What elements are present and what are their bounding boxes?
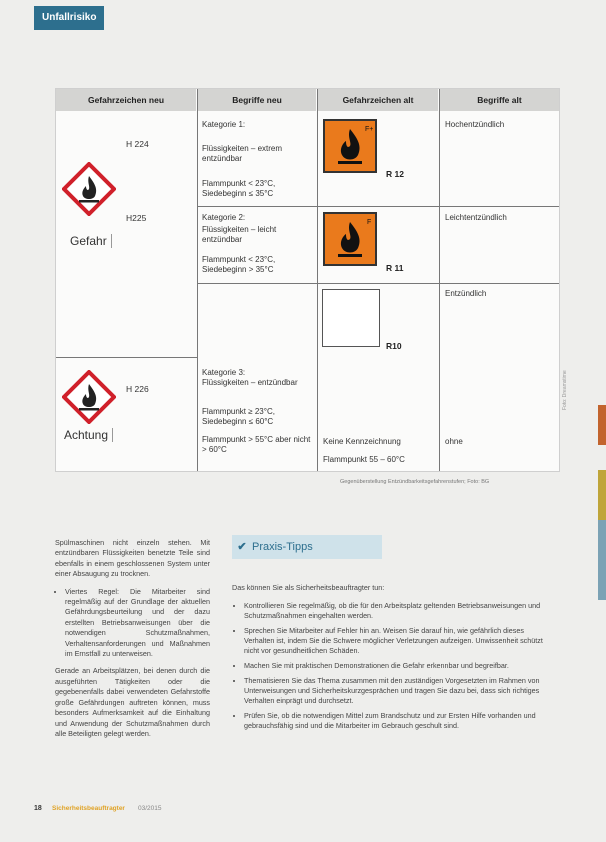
- edge-strip: [598, 405, 606, 445]
- siedebeginn-1: Siedebeginn ≤ 35°C: [202, 189, 274, 198]
- kategorie-2: Kategorie 2:: [202, 213, 246, 222]
- r-code-11: R 11: [386, 263, 404, 273]
- praxis-tipps-box: [232, 533, 544, 803]
- praxis-tipps-title: Praxis-Tipps: [252, 541, 313, 553]
- grid-line: [197, 283, 559, 284]
- edge-strip: [598, 470, 606, 520]
- signal-word-gefahr: Gefahr: [70, 234, 112, 248]
- tips-intro: Das können Sie als Sicherheitsbeauftragter tun:: [232, 583, 385, 592]
- tip-item: • Thematisieren Sie das Thema zusammen mit den zuständigen Vorgesetzten im Rahmen von Unterweisungen und Sicherheitskurzgesprächen und tragen Sie dazu bei, dass sich richtiges Verhalten einprägt und durchsetzt.: [244, 676, 554, 706]
- bullet-list: [55, 587, 210, 660]
- keine-kennzeichnung: Keine Kennzeichnung: [323, 437, 401, 446]
- beschreibung-3: Flüssigkeiten – entzündbar: [202, 378, 298, 387]
- begriff-alt-2: Leichtentzündlich: [445, 213, 507, 222]
- old-symbol-f: [323, 212, 377, 266]
- old-symbol-f-plus: [323, 119, 377, 173]
- siedebeginn-2: Siedebeginn > 35°C: [202, 265, 274, 274]
- grid-line: [439, 89, 440, 471]
- begriff-alt-1: Hochentzündlich: [445, 120, 505, 129]
- edge-strip: [598, 520, 606, 600]
- header-gefahrzeichen-neu: Gefahrzeichen neu: [56, 89, 196, 111]
- beschreibung-1: Flüssigkeiten – extrem entzündbar: [202, 144, 283, 163]
- magazine-name: Sicherheitsbeauftragter: [52, 805, 125, 812]
- svg-text:F+: F+: [365, 126, 374, 133]
- paragraph-2: Gerade an Arbeitsplätzen, bei denen durch die ausgeführten Tätigkeiten oder die gegebenenfalls dabei verwendeten Gefahrstoffe große Gefährdungen auftreten können, muss besonders Aufmerksamkeit auf die Einhaltung und Anwendung der Schutzmaßnahmen durch alle Beteiligten gelegt werden.: [55, 666, 210, 738]
- grid-line: [317, 89, 318, 471]
- old-symbol-empty: [322, 289, 380, 347]
- page-number: 18: [34, 805, 42, 812]
- issue-number: 03/2015: [138, 805, 162, 812]
- side-credit: Foto: Dreamstime: [562, 370, 568, 410]
- svg-text:F: F: [367, 219, 372, 226]
- r-code-12: R 12: [386, 169, 404, 179]
- tip-item: • Sprechen Sie Mitarbeiter auf Fehler hin an. Weisen Sie darauf hin, wie gefährlich dieses Verhalten ist, indem Sie die Schwere möglicher Verletzungen aufzeigen. Unwissenheit schützt nicht vor gesundheitlichen Schäden.: [244, 626, 554, 656]
- kategorie-3: Kategorie 3:: [202, 368, 246, 377]
- ghs-flame-pictogram-gefahr: [62, 162, 116, 216]
- flammpunkt-alt: Flammpunkt 55 – 60°C: [323, 455, 405, 464]
- header-begriffe-neu: Begriffe neu: [198, 89, 316, 111]
- grid-line: [197, 206, 559, 207]
- ghs-flame-pictogram-achtung: [62, 370, 116, 424]
- flame-icon: [325, 214, 375, 264]
- praxis-tipps-header: [232, 535, 382, 559]
- check-icon: ✔: [237, 541, 247, 553]
- beschreibung-2: Flüssigkeiten – leicht entzündbar: [202, 225, 277, 244]
- flame-icon: [325, 121, 375, 171]
- h-code-226: H 226: [126, 384, 149, 394]
- grid-line: [197, 89, 198, 471]
- r-code-10: R10: [386, 341, 402, 351]
- table-source: Gegenüberstellung Entzündbarkeitsgefahrenstufen; Foto: BG: [340, 479, 490, 485]
- signal-word-achtung: Achtung: [64, 428, 113, 442]
- bullet-item: • Viertes Regel: Die Mitarbeiter sind regelmäßig auf der Grundlage der aktuellen Gefährdungsbeurteilung und der dazu erstellten Betriebsanweisungen über die notwendigen Schutzmaßnahmen, Verhaltensanforderungen und Maßnahmen im Ernstfall zu unterweisen.: [65, 587, 210, 660]
- tip-item: • Prüfen Sie, ob die notwendigen Mittel zum Brandschutz und zur Ersten Hilfe vorhanden und gebrauchsfähig sind und die Mitarbeiter im Gebrauch geschult sind.: [244, 711, 554, 731]
- flammpunkt-2: Flammpunkt < 23°C,: [202, 255, 276, 264]
- kategorie-1: Kategorie 1:: [202, 120, 246, 129]
- tip-item: • Kontrollieren Sie regelmäßig, ob die für den Arbeitsplatz geltenden Betriebsanweisungen und Schutzmaßnahmen eingehalten werden.: [244, 601, 554, 621]
- h-code-225: H225: [126, 213, 147, 223]
- flammpunkt-3b: Flammpunkt > 55°C aber nicht > 60°C: [202, 435, 311, 454]
- begriff-alt-3: Entzündlich: [445, 289, 487, 298]
- grid-line: [56, 357, 197, 358]
- hazard-comparison-table: [55, 88, 560, 472]
- tips-list: [232, 601, 554, 736]
- section-tag: Unfallrisiko: [34, 6, 104, 30]
- tip-item: • Machen Sie mit praktischen Demonstrationen die Gefahr erkennbar und begreifbar.: [244, 661, 554, 671]
- left-column: [55, 538, 210, 746]
- flammpunkt-1: Flammpunkt < 23°C,: [202, 179, 276, 188]
- header-begriffe-alt: Begriffe alt: [440, 89, 559, 111]
- siedebeginn-3: Siedebeginn ≤ 60°C: [202, 417, 274, 426]
- flammpunkt-3: Flammpunkt ≥ 23°C,: [202, 407, 275, 416]
- paragraph-1: Spülmaschinen nicht einzeln stehen. Mit entzündbaren Flüssigkeiten benetzte Teile sind ebenfalls in einem geschlossenen System unter einer Absaugung zu trocknen.: [55, 538, 210, 579]
- header-gefahrzeichen-alt: Gefahrzeichen alt: [318, 89, 438, 111]
- h-code-224: H 224: [126, 139, 149, 149]
- begriff-alt-4: ohne: [445, 437, 463, 446]
